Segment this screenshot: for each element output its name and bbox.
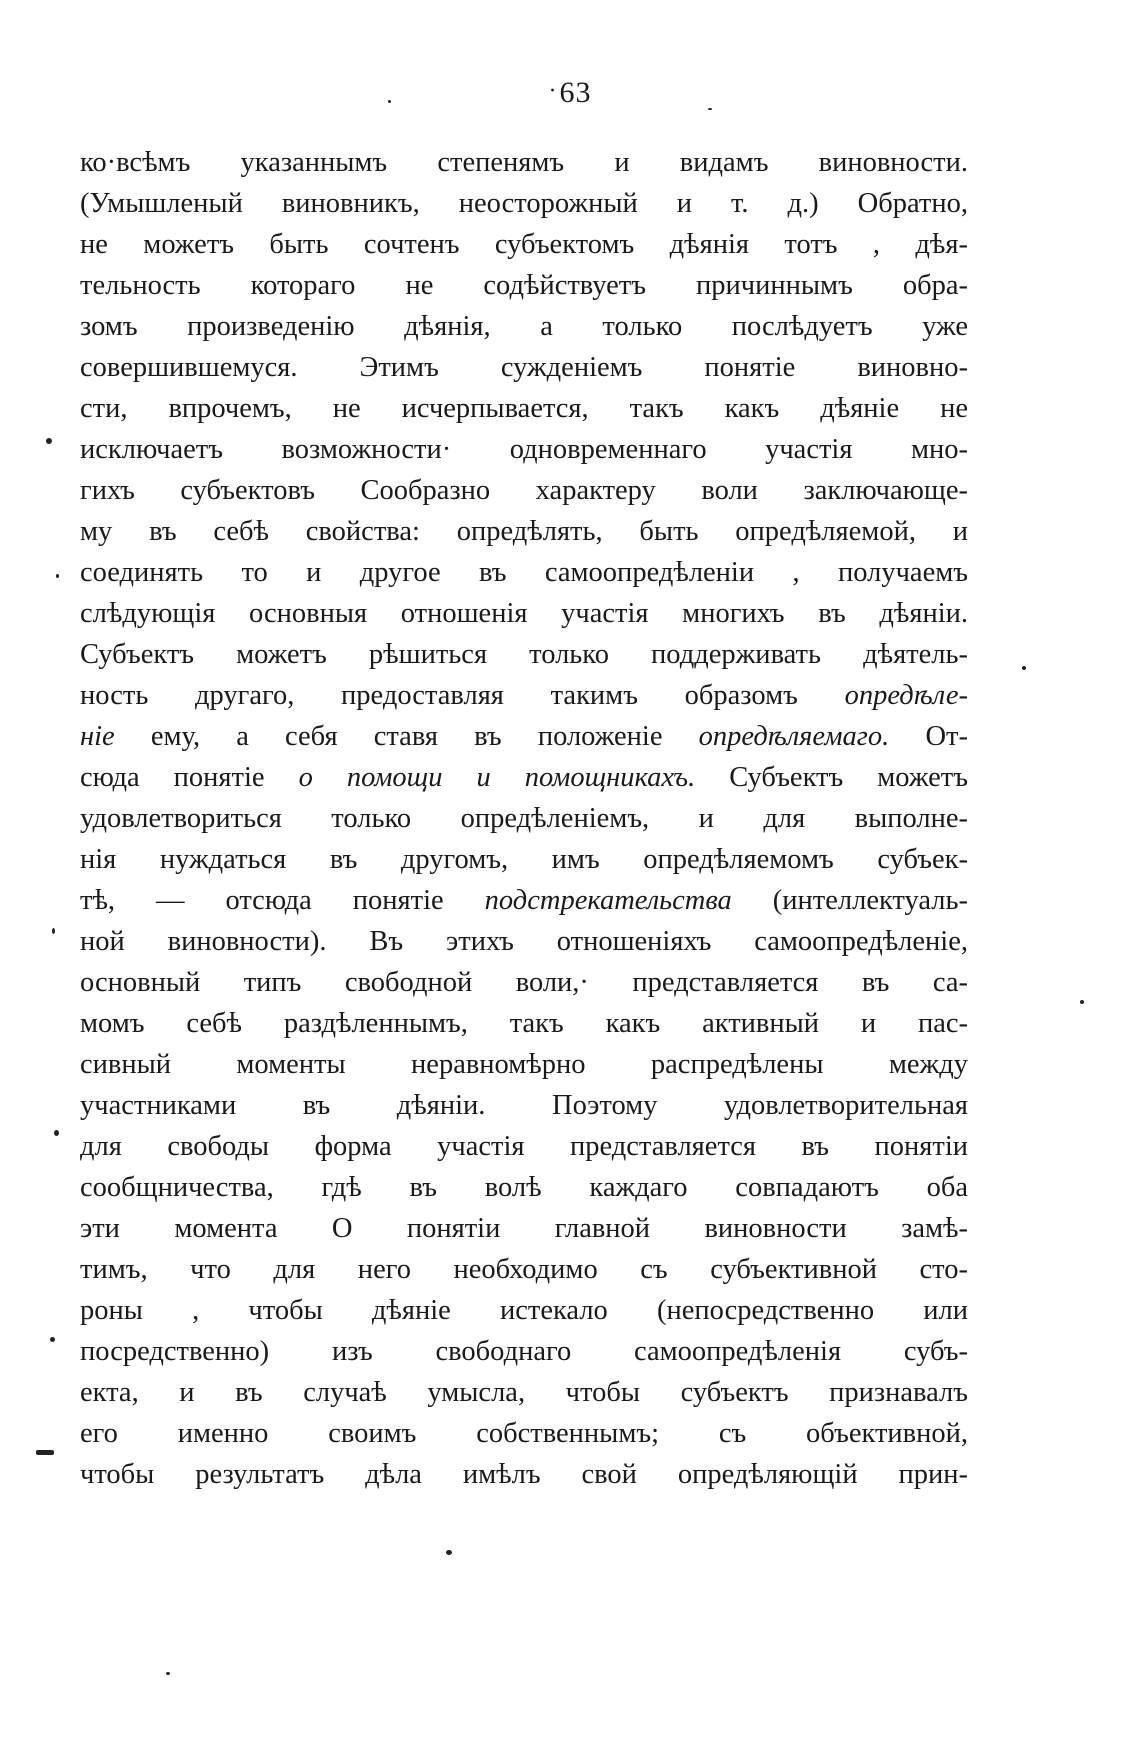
text-segment: слѣдующія основныя отношенія участія многихъ въ дѣяніи. — [80, 598, 968, 629]
text-line — [80, 593, 968, 634]
text-segment: совершившемуся. Этимъ сужденіемъ понятіе виновно- — [80, 352, 968, 383]
text-segment: тимъ, что для него необходимо съ субъективной сто- — [80, 1254, 968, 1285]
text-segment: От- — [889, 721, 968, 752]
text-line — [80, 921, 968, 962]
text-line — [80, 1085, 968, 1126]
italic-term: ніе — [80, 721, 115, 752]
text-line — [80, 511, 968, 552]
text-segment: ко·всѣмъ указаннымъ степенямъ и видамъ виновности. — [80, 147, 968, 178]
italic-term: опредѣляемаго. — [698, 721, 890, 752]
text-segment: исключаетъ возможности· одновременнаго участія мно- — [80, 434, 968, 465]
text-segment: тѣ, — отсюда понятіе — [80, 885, 485, 916]
text-line — [80, 634, 968, 675]
scan-speck — [36, 1450, 54, 1455]
text-segment: для свободы форма участія представляется въ понятіи — [80, 1131, 968, 1162]
text-segment: му въ себѣ свойства: опредѣлять, быть опредѣляемой, и — [80, 516, 968, 547]
text-segment: екта, и въ случаѣ умысла, чтобы субъектъ признавалъ — [80, 1377, 968, 1408]
text-segment: соединять то и другое въ самоопредѣленіи , получаемъ — [80, 557, 968, 588]
page-number-value: 63 — [559, 76, 592, 109]
text-line — [80, 716, 968, 757]
scan-speck — [50, 1337, 55, 1342]
scan-speck — [708, 108, 712, 110]
text-segment: момъ себѣ раздѣленнымъ, такъ какъ активный и пас- — [80, 1008, 968, 1039]
text-segment: участниками въ дѣяніи. Поэтому удовлетворительная — [80, 1090, 968, 1121]
text-line — [80, 470, 968, 511]
scan-speck — [1080, 1000, 1084, 1004]
text-line — [80, 1372, 968, 1413]
text-line — [80, 1249, 968, 1290]
text-line — [80, 429, 968, 470]
text-segment: Субъектъ можетъ — [695, 762, 968, 793]
italic-term: подстрекательства — [484, 885, 732, 916]
text-segment: (интеллектуаль- — [731, 885, 968, 916]
text-segment: тельность котораго не содѣйствуетъ причиннымъ обра- — [80, 270, 968, 301]
text-line — [80, 265, 968, 306]
text-line — [80, 1454, 968, 1495]
text-line — [80, 1044, 968, 1085]
text-line — [80, 1331, 968, 1372]
page-number — [0, 76, 1140, 110]
page-number-mark: · — [548, 78, 558, 104]
italic-term: опредѣле- — [844, 680, 968, 711]
text-line — [80, 1167, 968, 1208]
text-segment: сивный моменты неравномѣрно распредѣлены между — [80, 1049, 968, 1080]
scan-speck — [446, 1550, 452, 1555]
text-line — [80, 1208, 968, 1249]
text-segment: сообщничества, гдѣ въ волѣ каждаго совпадаютъ оба — [80, 1172, 968, 1203]
text-segment: нія нуждаться въ другомъ, имъ опредѣляемомъ субъек- — [80, 844, 968, 875]
scan-speck — [46, 438, 52, 444]
text-segment: удовлетвориться только опредѣленіемъ, и для выполне- — [80, 803, 968, 834]
text-line — [80, 1413, 968, 1454]
text-line — [80, 798, 968, 839]
text-line — [80, 757, 968, 798]
scan-speck — [1022, 666, 1026, 670]
text-line — [80, 1003, 968, 1044]
scan-speck — [166, 1672, 170, 1675]
text-segment: гихъ субъектовъ Сообразно характеру воли заключающе- — [80, 475, 968, 506]
text-line — [80, 224, 968, 265]
text-segment: чтобы результатъ дѣла имѣлъ свой опредѣляющій прин- — [80, 1459, 968, 1490]
text-line — [80, 142, 968, 183]
text-segment: роны , чтобы дѣяніе истекало (непосредственно или — [80, 1295, 968, 1326]
body-text — [80, 142, 968, 1495]
italic-term: о помощи и помощникахъ. — [298, 762, 696, 793]
text-line — [80, 1126, 968, 1167]
scan-speck — [54, 1130, 59, 1136]
text-line — [80, 306, 968, 347]
text-segment: посредственно) изъ свободнаго самоопредѣленія субъ- — [80, 1336, 968, 1367]
text-line — [80, 880, 968, 921]
text-segment: зомъ произведенію дѣянія, а только послѣдуетъ уже — [80, 311, 968, 342]
text-segment: основный типъ свободной воли,· представляется въ са- — [80, 967, 968, 998]
scan-speck — [56, 574, 59, 578]
scan-speck — [52, 928, 55, 934]
text-line — [80, 347, 968, 388]
text-segment: (Умышленый виновникъ, неосторожный и т. д.) Обратно, — [80, 188, 968, 219]
text-segment: сти, впрочемъ, не исчерпывается, такъ какъ дѣяніе не — [80, 393, 968, 424]
scan-speck — [388, 100, 391, 103]
text-segment: ность другаго, предоставляя такимъ образомъ — [80, 680, 845, 711]
text-line — [80, 839, 968, 880]
text-segment: ему, а себя ставя въ положеніе — [114, 721, 699, 752]
text-segment: ной виновности). Въ этихъ отношеніяхъ самоопредѣленіе, — [80, 926, 968, 957]
text-segment: эти момента О понятіи главной виновности замѣ- — [80, 1213, 968, 1244]
text-segment: не можетъ быть сочтенъ субъектомъ дѣянія тотъ , дѣя- — [80, 229, 968, 260]
text-segment: Субъектъ можетъ рѣшиться только поддерживать дѣятель- — [80, 639, 968, 670]
text-line — [80, 962, 968, 1003]
text-segment: сюда понятіе — [80, 762, 299, 793]
text-line — [80, 675, 968, 716]
text-line — [80, 1290, 968, 1331]
text-line — [80, 183, 968, 224]
text-line — [80, 388, 968, 429]
text-segment: его именно своимъ собственнымъ; съ объективной, — [80, 1418, 968, 1449]
text-line — [80, 552, 968, 593]
